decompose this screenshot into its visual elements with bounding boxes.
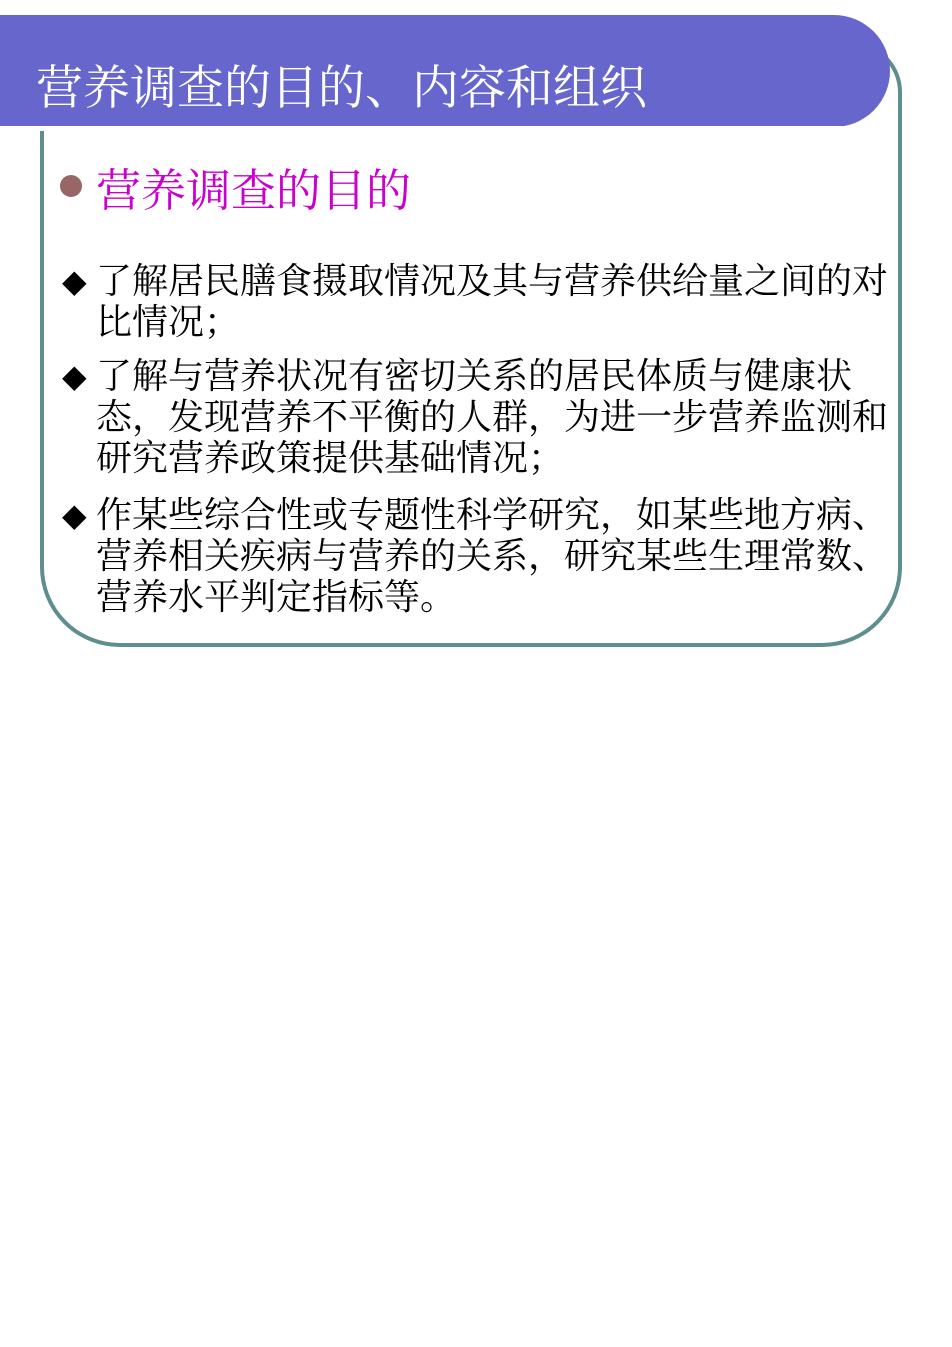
diamond-bullet-icon: ◆ bbox=[62, 496, 87, 534]
slide-title: 营养调查的目的、内容和组织 bbox=[36, 61, 647, 116]
bullet-item bbox=[60, 261, 900, 343]
title-bar bbox=[0, 15, 890, 127]
diamond-bullet-icon: ◆ bbox=[62, 262, 87, 300]
section-heading-text: 营养调查的目的 bbox=[96, 163, 412, 217]
bullet-text: 了解居民膳食摄取情况及其与营养供给量之间的对比情况； bbox=[96, 261, 889, 343]
bullet-item bbox=[60, 356, 900, 479]
bullet-item bbox=[60, 495, 900, 618]
circle-bullet-icon bbox=[60, 175, 82, 197]
bullet-text: 了解与营养状况有密切关系的居民体质与健康状态，发现营养不平衡的人群，为进一步营养监测和研究营养政策提供基础情况； bbox=[96, 356, 889, 479]
bullet-text: 作某些综合性或专题性科学研究，如某些地方病、营养相关疾病与营养的关系，研究某些生理常数、营养水平判定指标等。 bbox=[96, 495, 889, 618]
diamond-bullet-icon: ◆ bbox=[62, 357, 87, 395]
title-underline bbox=[0, 126, 842, 131]
section-heading bbox=[60, 158, 412, 217]
